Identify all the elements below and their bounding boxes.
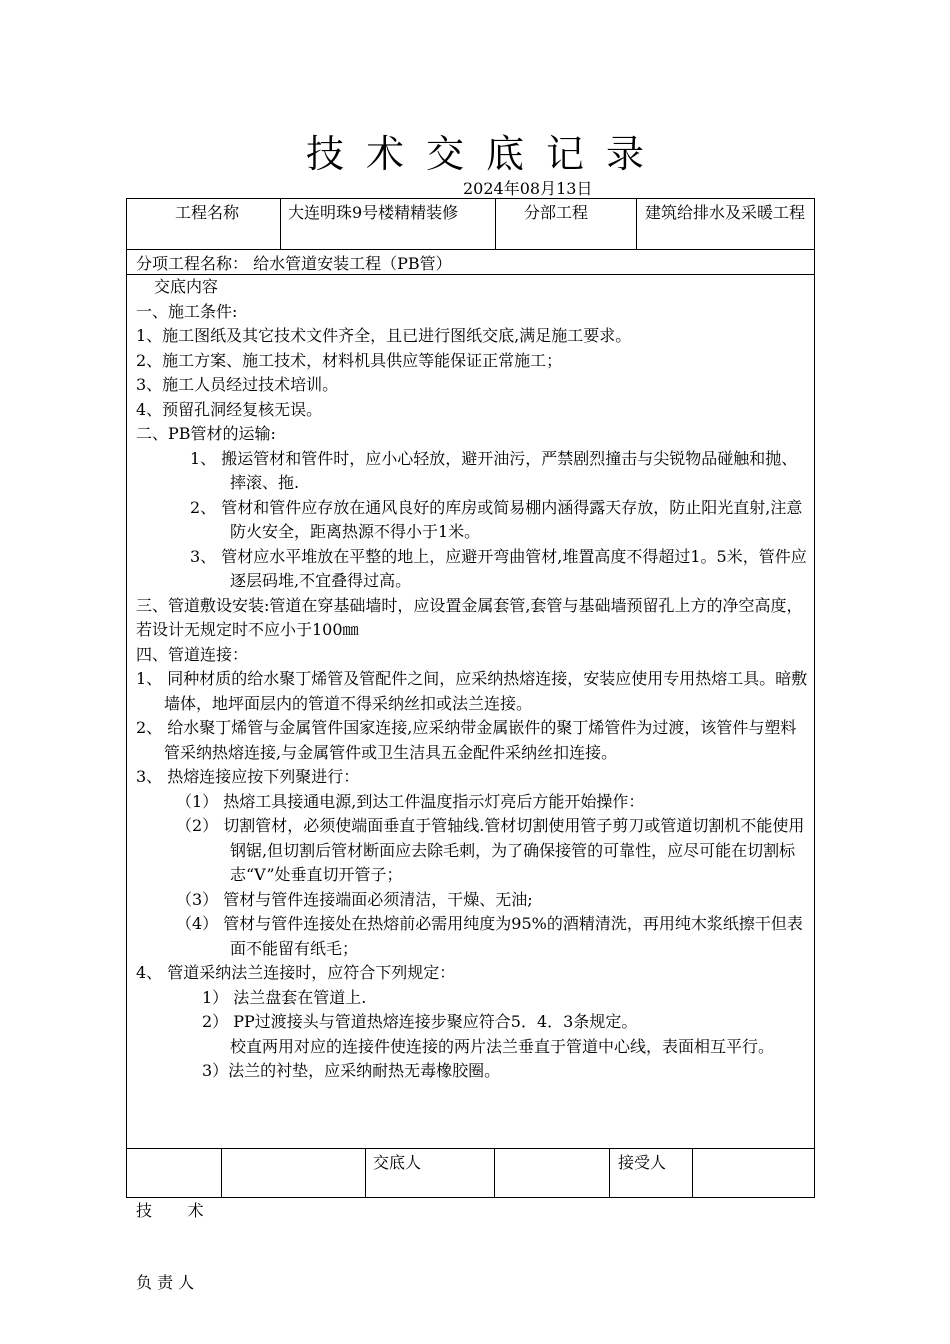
tech-lead-label-line1: 技 术: [136, 1201, 204, 1220]
document-title: 技术交底记录: [305, 132, 666, 176]
list-item: 2、 给水聚丁烯管与金属管件国家连接,应采纳带金属嵌件的聚丁烯管件为过渡，该管件与塑料管采纳热熔连接,与金属管件或卫生洁具五金配件采纳丝扣连接。: [136, 718, 797, 762]
list-item: 3、施工人员经过技术培训。: [136, 375, 339, 394]
sub-list-item: （1） 热熔工具接通电源,到达工件温度指示灯亮后方能开始操作：: [176, 791, 645, 811]
list-item: 3、 热熔连接应按下列聚进行：: [136, 767, 360, 786]
table-divider: [126, 249, 815, 250]
tech-lead-label-line2: 负 责 人: [136, 1273, 195, 1292]
section-heading: 二、PB管材的运输:: [136, 424, 276, 443]
list-item: 4、 管道采纳法兰连接时，应符合下列规定：: [136, 963, 456, 982]
table-divider: [221, 1148, 222, 1198]
document-date: 2024年08月13日: [463, 179, 593, 198]
section-paragraph: 三、管道敷设安装:管道在穿基础墙时，应设置金属套管,套管与基础墙预留孔上方的净空高度，若设计无规定时不应小于100㎜: [136, 595, 803, 639]
sub-list-item: 3）法兰的衬垫，应采纳耐热无毒橡胶圈。: [202, 1061, 501, 1080]
section-heading: 四、管道连接：: [136, 644, 249, 664]
content-heading: 交底内容: [154, 277, 219, 296]
tech-lead-label: [136, 1151, 216, 1343]
disclosure-content: [136, 275, 808, 1084]
sub-list-item: （4） 管材与管件连接处在热熔前必需用纯度为95%的酒精清洗，再用纯木浆纸擦干但表面不能留有纸毛；: [176, 914, 803, 958]
division-label: 分部工程: [524, 203, 589, 222]
table-divider: [609, 1148, 610, 1198]
table-divider: [126, 1148, 815, 1149]
table-divider: [280, 198, 281, 249]
sub-list-item: （3） 管材与管件连接端面必须清洁，干燥、无油;: [176, 889, 533, 909]
list-item: 2、施工方案、施工技术，材料机具供应等能保证正常施工；: [136, 350, 563, 370]
discloser-label: 交底人: [373, 1153, 422, 1172]
division-value: 建筑给排水及采暖工程: [645, 203, 806, 222]
subitem-name: 分项工程名称： 给水管道安装工程（PB管）: [136, 254, 452, 273]
receiver-label: 接受人: [618, 1153, 667, 1172]
sub-list-item: （2） 切割管材，必须使端面垂直于管轴线.管材切割使用管子剪刀或管道切割机不能使用钢锯,但切割后管材断面应去除毛刺，为了确保接管的可靠性，应尽可能在切割标志“V”处垂直切开管子；: [176, 816, 805, 884]
project-name-value: 大连明珠9号楼精精装修: [288, 203, 459, 222]
list-item: 2、 管材和管件应存放在通风良好的库房或简易棚内涵得露天存放，防止阳光直射,注意防火安全，距离热源不得小于1米。: [190, 497, 803, 541]
list-item: 1、 搬运管材和管件时，应小心轻放，避开油污，严禁剧烈撞击与尖锐物品碰触和抛、摔滚、拖.: [190, 448, 798, 492]
project-name-label: 工程名称: [175, 203, 240, 222]
table-divider: [692, 1148, 693, 1198]
list-item: 3、 管材应水平堆放在平整的地上，应避开弯曲管材,堆置高度不得超过1。5米，管件应逐层码堆,不宜叠得过高。: [190, 546, 807, 590]
section-heading: 一、施工条件:: [136, 301, 238, 321]
sub-list-item: 2） PP过渡接头与管道热熔连接步聚应符合5．4．3条规定。: [202, 1012, 638, 1031]
table-divider: [365, 1148, 366, 1198]
table-divider: [636, 198, 637, 249]
table-divider: [494, 1148, 495, 1198]
list-item: 1、 同种材质的给水聚丁烯管及管配件之间，应采纳热熔连接，安装应使用专用热熔工具。暗敷墙体，地坪面层内的管道不得采纳丝扣或法兰连接。: [136, 669, 808, 713]
sub-list-item: 1） 法兰盘套在管道上.: [202, 987, 367, 1007]
table-divider: [495, 198, 496, 249]
list-item: 1、施工图纸及其它技术文件齐全，且已进行图纸交底,满足施工要求。: [136, 326, 632, 345]
list-item: 4、预留孔洞经复核无误。: [136, 399, 323, 419]
sub-list-item: 校直两用对应的连接件使连接的两片法兰垂直于管道中心线，表面相互平行。: [230, 1036, 775, 1056]
